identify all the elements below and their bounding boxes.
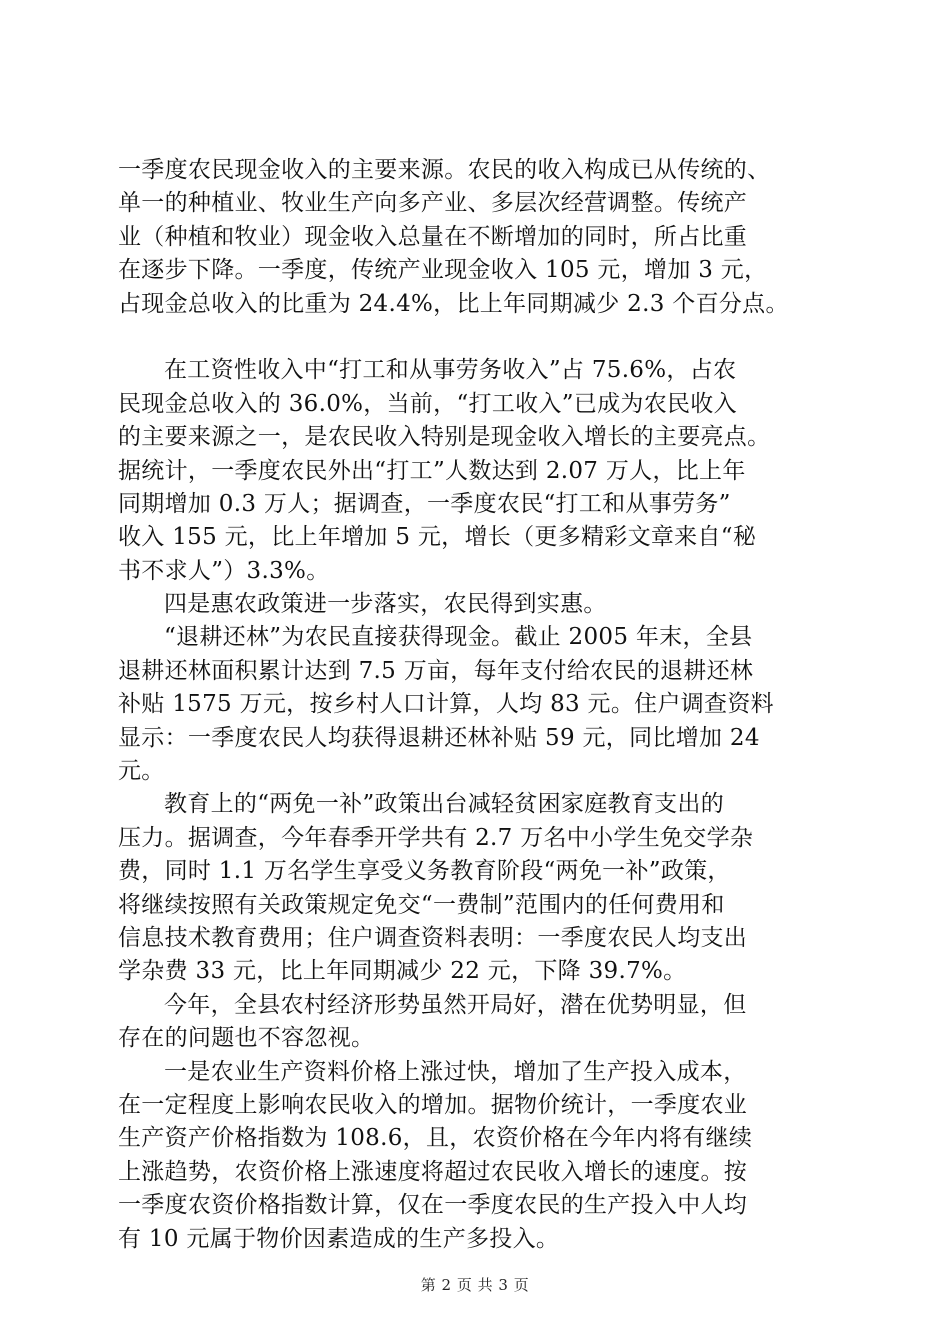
text-line: 退耕还林面积累计达到 7.5 万亩，每年支付给农民的退耕还林 <box>118 657 754 684</box>
text-line: 的主要来源之一，是农民收入特别是现金收入增长的主要亮点。 <box>118 424 771 451</box>
text-line: 单一的种植业、牧业生产向多产业、多层次经营调整。传统产 <box>118 190 748 217</box>
text-line: 有 10 元属于物价因素造成的生产多投入。 <box>118 1225 560 1252</box>
paragraph-spacer <box>118 321 838 354</box>
text-line: 学杂费 33 元，比上年同期减少 22 元，下降 39.7%。 <box>118 958 687 985</box>
paragraph-reforestation <box>118 621 838 788</box>
text-line: 存在的问题也不容忽视。 <box>118 1025 375 1052</box>
text-line: 民现金总收入的 36.0%，当前，“打工收入”已成为农民收入 <box>118 390 737 417</box>
paragraph-problems-intro <box>118 989 838 1056</box>
paragraph-input-prices <box>118 1056 838 1256</box>
text-line: 教育上的“两免一补”政策出台减轻贫困家庭教育支出的 <box>164 791 725 818</box>
document-body <box>118 154 838 1256</box>
text-line: 压力。据调查，今年春季开学共有 2.7 万名中小学生免交学杂 <box>118 824 754 851</box>
paragraph-traditional-income <box>118 154 838 321</box>
text-line: 信息技术教育费用；住户调查资料表明：一季度农民人均支出 <box>118 924 748 951</box>
text-line: 一季度农资价格指数计算，仅在一季度农民的生产投入中人均 <box>118 1192 748 1219</box>
text-line: 元。 <box>118 758 165 785</box>
text-line: 业（种植和牧业）现金收入总量在不断增加的同时，所占比重 <box>118 223 748 250</box>
text-line: 将继续按照有关政策规定免交“一费制”范围内的任何费用和 <box>118 891 725 918</box>
paragraph-education <box>118 788 838 988</box>
text-line: 占现金总收入的比重为 24.4%，比上年同期减少 2.3 个百分点。 <box>118 290 789 317</box>
text-line: 四是惠农政策进一步落实，农民得到实惠。 <box>164 591 607 618</box>
text-line: 一是农业生产资料价格上涨过快，增加了生产投入成本， <box>164 1058 747 1085</box>
paragraph-wage-income <box>118 354 838 588</box>
text-line: 今年，全县农村经济形势虽然开局好，潜在优势明显，但 <box>164 991 747 1018</box>
text-line: 在一定程度上影响农民收入的增加。据物价统计，一季度农业 <box>118 1091 748 1118</box>
text-line: 书不求人”）3.3%。 <box>118 557 330 584</box>
page-number-footer: 第 2 页 共 3 页 <box>420 1276 530 1294</box>
text-line: 据统计，一季度农民外出“打工”人数达到 2.07 万人，比上年 <box>118 457 746 484</box>
text-line: “退耕还林”为农民直接获得现金。截止 2005 年末，全县 <box>164 624 753 651</box>
text-line: 生产资产价格指数为 108.6，且，农资价格在今年内将有继续 <box>118 1125 753 1152</box>
text-line: 在逐步下降。一季度，传统产业现金收入 105 元，增加 3 元， <box>118 257 768 284</box>
text-line: 在工资性收入中“打工和从事劳务收入”占 75.6%，占农 <box>164 357 737 384</box>
text-line: 同期增加 0.3 万人；据调查，一季度农民“打工和从事劳务” <box>118 490 731 517</box>
text-line: 上涨趋势，农资价格上涨速度将超过农民收入增长的速度。按 <box>118 1158 748 1185</box>
text-line: 一季度农民现金收入的主要来源。农民的收入构成已从传统的、 <box>118 157 771 183</box>
text-line: 补贴 1575 万元，按乡村人口计算，人均 83 元。住户调查资料 <box>118 691 774 718</box>
text-line: 显示：一季度农民人均获得退耕还林补贴 59 元，同比增加 24 <box>118 724 760 751</box>
text-line: 费，同时 1.1 万名学生享受义务教育阶段“两免一补”政策， <box>118 858 731 885</box>
text-line: 收入 155 元，比上年增加 5 元，增长（更多精彩文章来自“秘 <box>118 524 757 551</box>
paragraph-policy-heading <box>118 588 838 621</box>
